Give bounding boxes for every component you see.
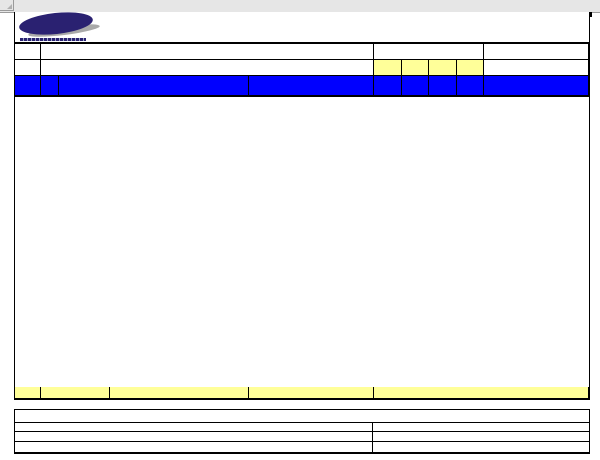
- ist-punktzahl-values: [373, 423, 483, 431]
- datum-cell-audit-2[interactable]: [402, 60, 430, 76]
- logo-ellipse-icon: [18, 9, 94, 38]
- bewertung-spacer-cell: [15, 387, 41, 398]
- header-punkte-audit-4: [457, 76, 485, 95]
- maximale-punktzahl-row: [15, 432, 589, 442]
- auswertung-title: [15, 410, 589, 423]
- bewertung-item-0: [374, 387, 589, 398]
- title-row: [15, 12, 589, 44]
- werk-row: [15, 44, 589, 60]
- datum-cell-audit-4[interactable]: [457, 60, 485, 76]
- datum-cell-audit-3[interactable]: [429, 60, 457, 76]
- cell-a3: [15, 60, 41, 76]
- header-punkte-audit-3: [429, 76, 457, 95]
- ist-punktzahl-tail-cell: [483, 423, 589, 431]
- datum-label: [374, 44, 484, 60]
- werk-label: [41, 44, 374, 60]
- select-all-corner[interactable]: [0, 0, 14, 11]
- empty-row: [14, 400, 590, 409]
- cell-a2: [15, 44, 41, 60]
- maximale-punktzahl-tail-cell: [483, 432, 589, 441]
- auswertung-block: [14, 409, 590, 454]
- header-5s: [15, 76, 41, 95]
- ergebnis-label: [15, 442, 373, 452]
- bewertung-item-5: [249, 387, 374, 398]
- header-nr: [41, 76, 59, 95]
- page-break-marker: [590, 12, 592, 17]
- header-beispiele: [249, 76, 374, 95]
- audit-table: [14, 12, 590, 454]
- auditoren-label: [484, 44, 589, 60]
- datum-cell-audit-1[interactable]: [374, 60, 402, 76]
- audit-table-main: [14, 12, 590, 400]
- auditoren-input-cell[interactable]: [484, 60, 589, 76]
- logo-tagline-bar: [20, 38, 86, 41]
- table-header-row: [15, 76, 589, 97]
- header-punkte-audit-1: [374, 76, 402, 95]
- bereich-label: [41, 60, 374, 76]
- ist-punktzahl-row: [15, 423, 589, 432]
- ergebnis-row: [15, 442, 589, 452]
- ist-punktzahl-label: [15, 423, 373, 431]
- header-merkmal: [59, 76, 249, 95]
- ergebnis-tail-cell: [483, 442, 589, 452]
- maximale-punktzahl-label: [15, 432, 373, 441]
- bewertung-item-10: [110, 387, 249, 398]
- bewertung-label: [41, 387, 110, 398]
- bewertung-row: [15, 387, 589, 400]
- cetcon-logo: [18, 13, 108, 43]
- ergebnis-values: [373, 442, 483, 452]
- audit-items-body: [15, 97, 589, 387]
- bereich-row: [15, 60, 589, 76]
- maximale-punktzahl-values: [373, 432, 483, 441]
- header-punkte-audit-2: [402, 76, 430, 95]
- header-bemerkung: [484, 76, 589, 95]
